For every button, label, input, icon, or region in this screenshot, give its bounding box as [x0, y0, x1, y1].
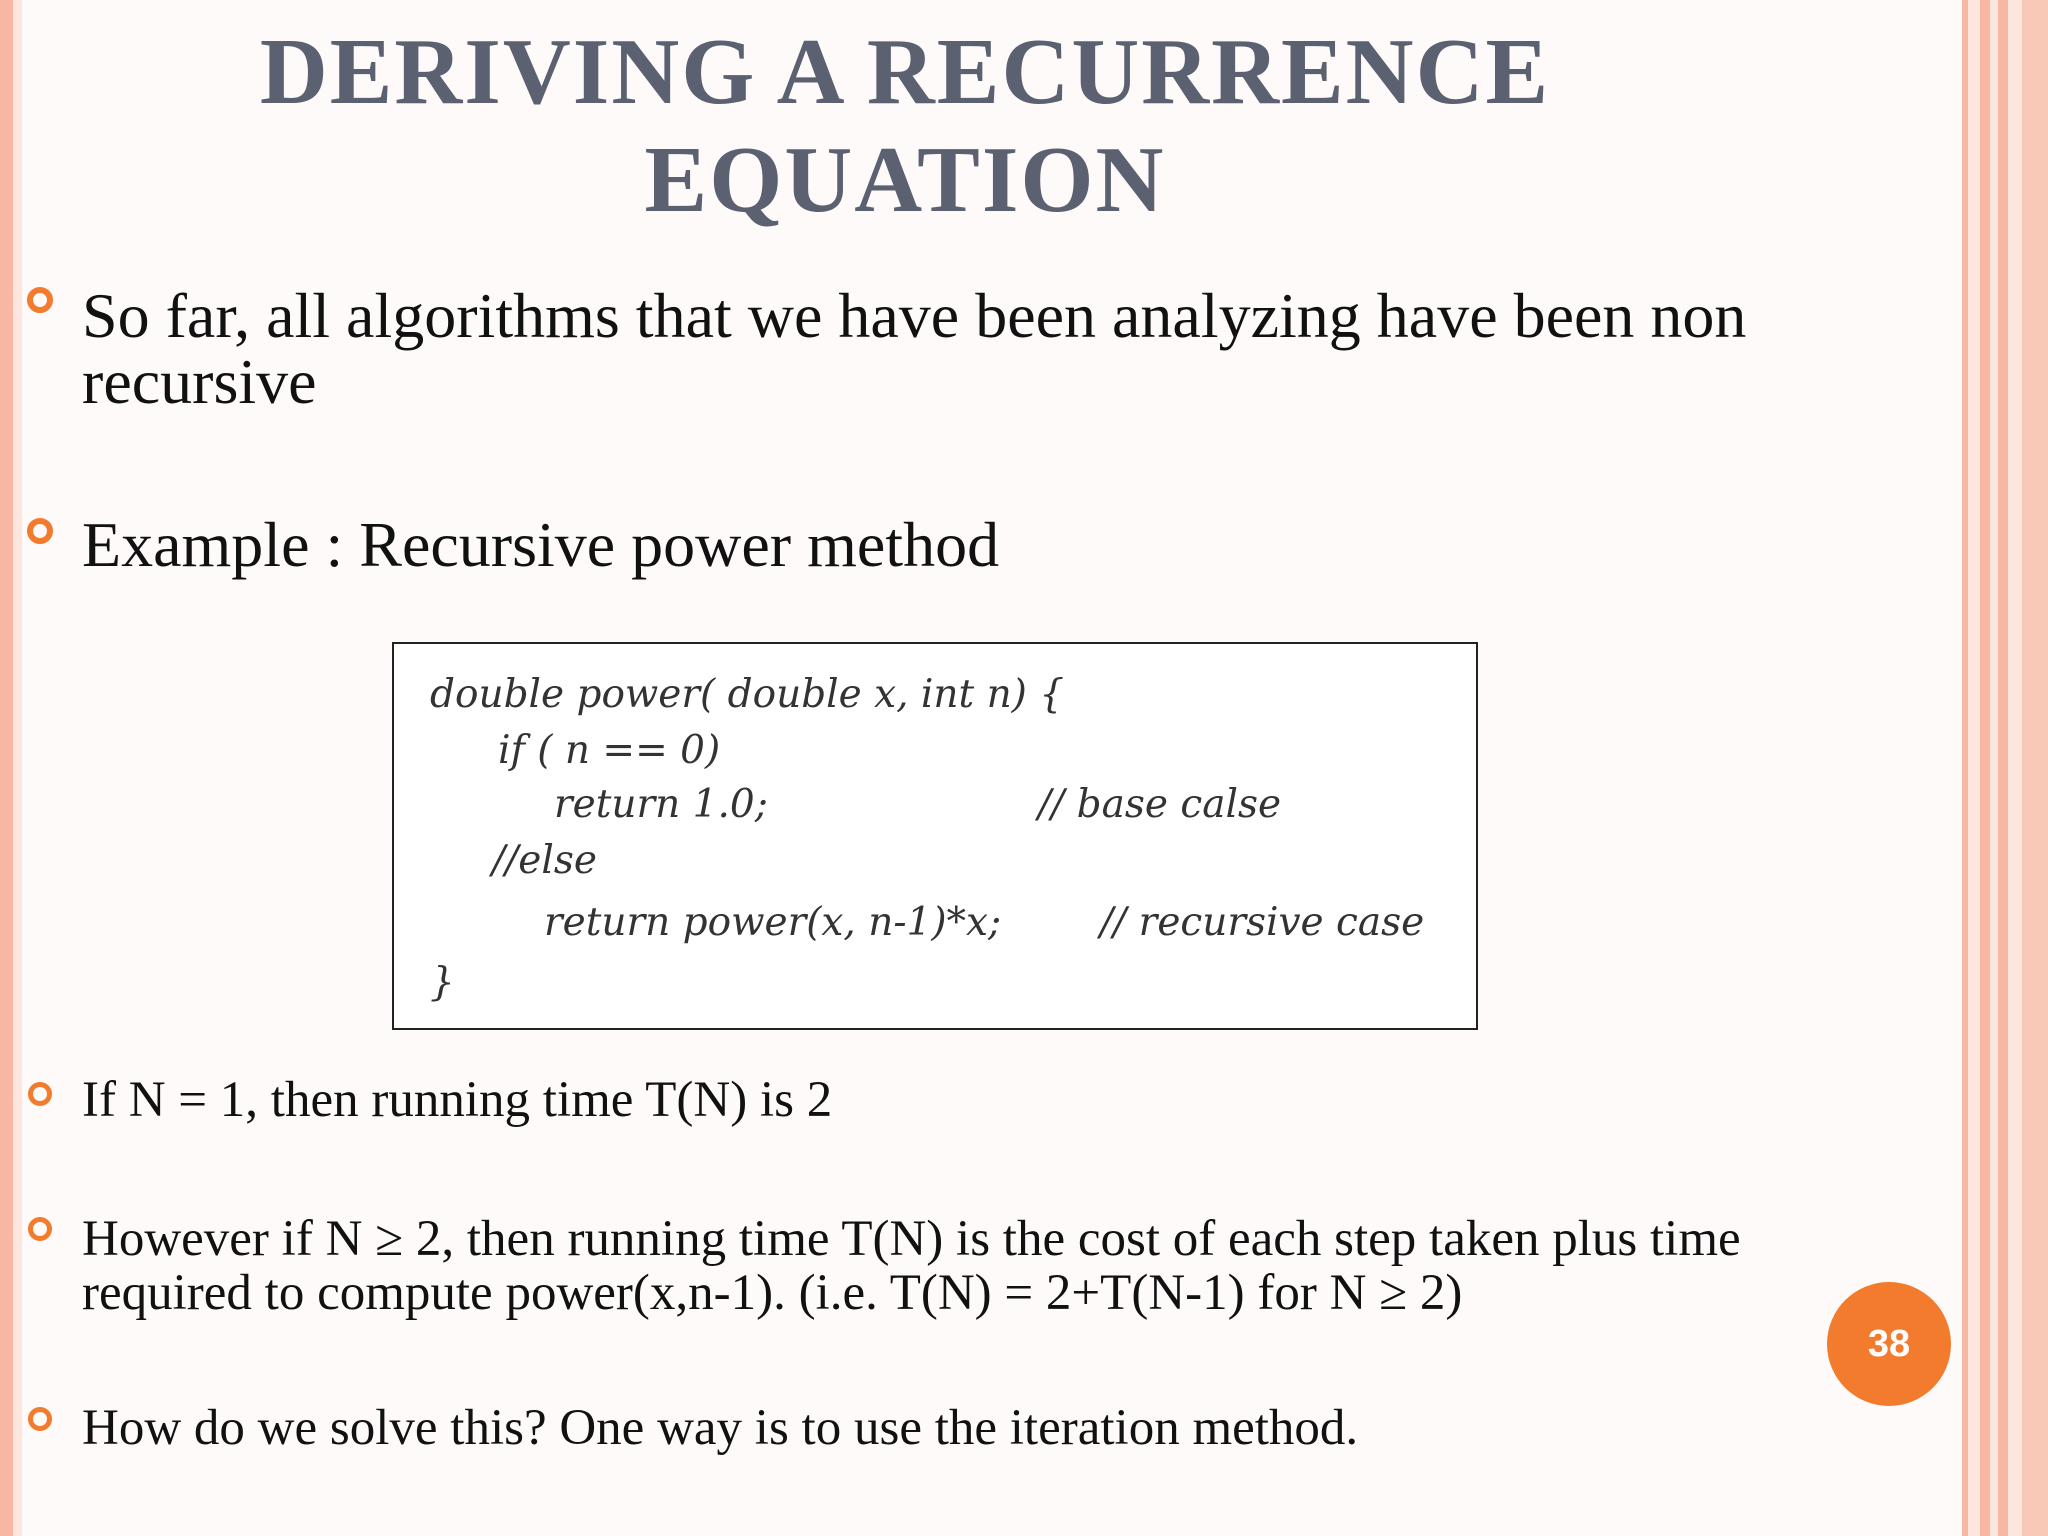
right-border-stripe: [2008, 0, 2022, 1536]
code-comment-recursive-case: // recursive case: [1100, 900, 1425, 945]
slide-title-line-2: EQUATION: [644, 128, 1166, 232]
right-border-stripe: [1990, 0, 1998, 1536]
slide-title-line-1: DERIVING A RECURRENCE: [259, 20, 1551, 124]
bullet-circle-icon: [27, 518, 53, 544]
bullet-text-5: How do we solve this? One way is to use the iteration method.: [82, 1400, 1359, 1456]
right-border-stripe: [2022, 0, 2048, 1536]
code-line-4: //else: [492, 838, 597, 883]
code-line-6: }: [430, 960, 455, 1005]
bullet-text-2: Example : Recursive power method: [82, 509, 1000, 580]
bullet-4-line-1: However if N ≥ 2, then running time T(N) is the cost of each step taken plus time: [82, 1211, 1741, 1267]
code-line-3: return 1.0;: [554, 782, 768, 827]
code-line-5: return power(x, n-1)*x;: [544, 900, 1002, 945]
right-border-stripe: [1998, 0, 2008, 1536]
bullet-circle-icon: [28, 1407, 52, 1431]
bullet-circle-icon: [28, 1217, 52, 1241]
bullet-text-3: If N = 1, then running time T(N) is 2: [82, 1072, 833, 1128]
bullet-circle-icon: [27, 287, 53, 313]
code-comment-base-case: // base calse: [1038, 782, 1282, 827]
bullet-4-line-2: required to compute power(x,n-1). (i.e. T(N) = 2+T(N-1) for N ≥ 2): [82, 1265, 1463, 1321]
page-number-badge: 38: [1827, 1282, 1951, 1406]
code-line-1: double power( double x, int n) {: [430, 672, 1065, 717]
bullet-1-line-2: recursive: [82, 346, 317, 417]
code-snippet-box: [392, 642, 1478, 1030]
right-border-stripe: [1980, 0, 1990, 1536]
bullet-text-4: [82, 1212, 1882, 1320]
slide-title: [0, 18, 1810, 234]
bullet-1-line-1: So far, all algorithms that we have been analyzing have been non: [82, 280, 1747, 351]
right-border-stripe: [1968, 0, 1980, 1536]
bullet-text-1: [82, 280, 1882, 417]
code-line-2: if ( n == 0): [498, 728, 721, 773]
bullet-circle-icon: [28, 1082, 52, 1106]
